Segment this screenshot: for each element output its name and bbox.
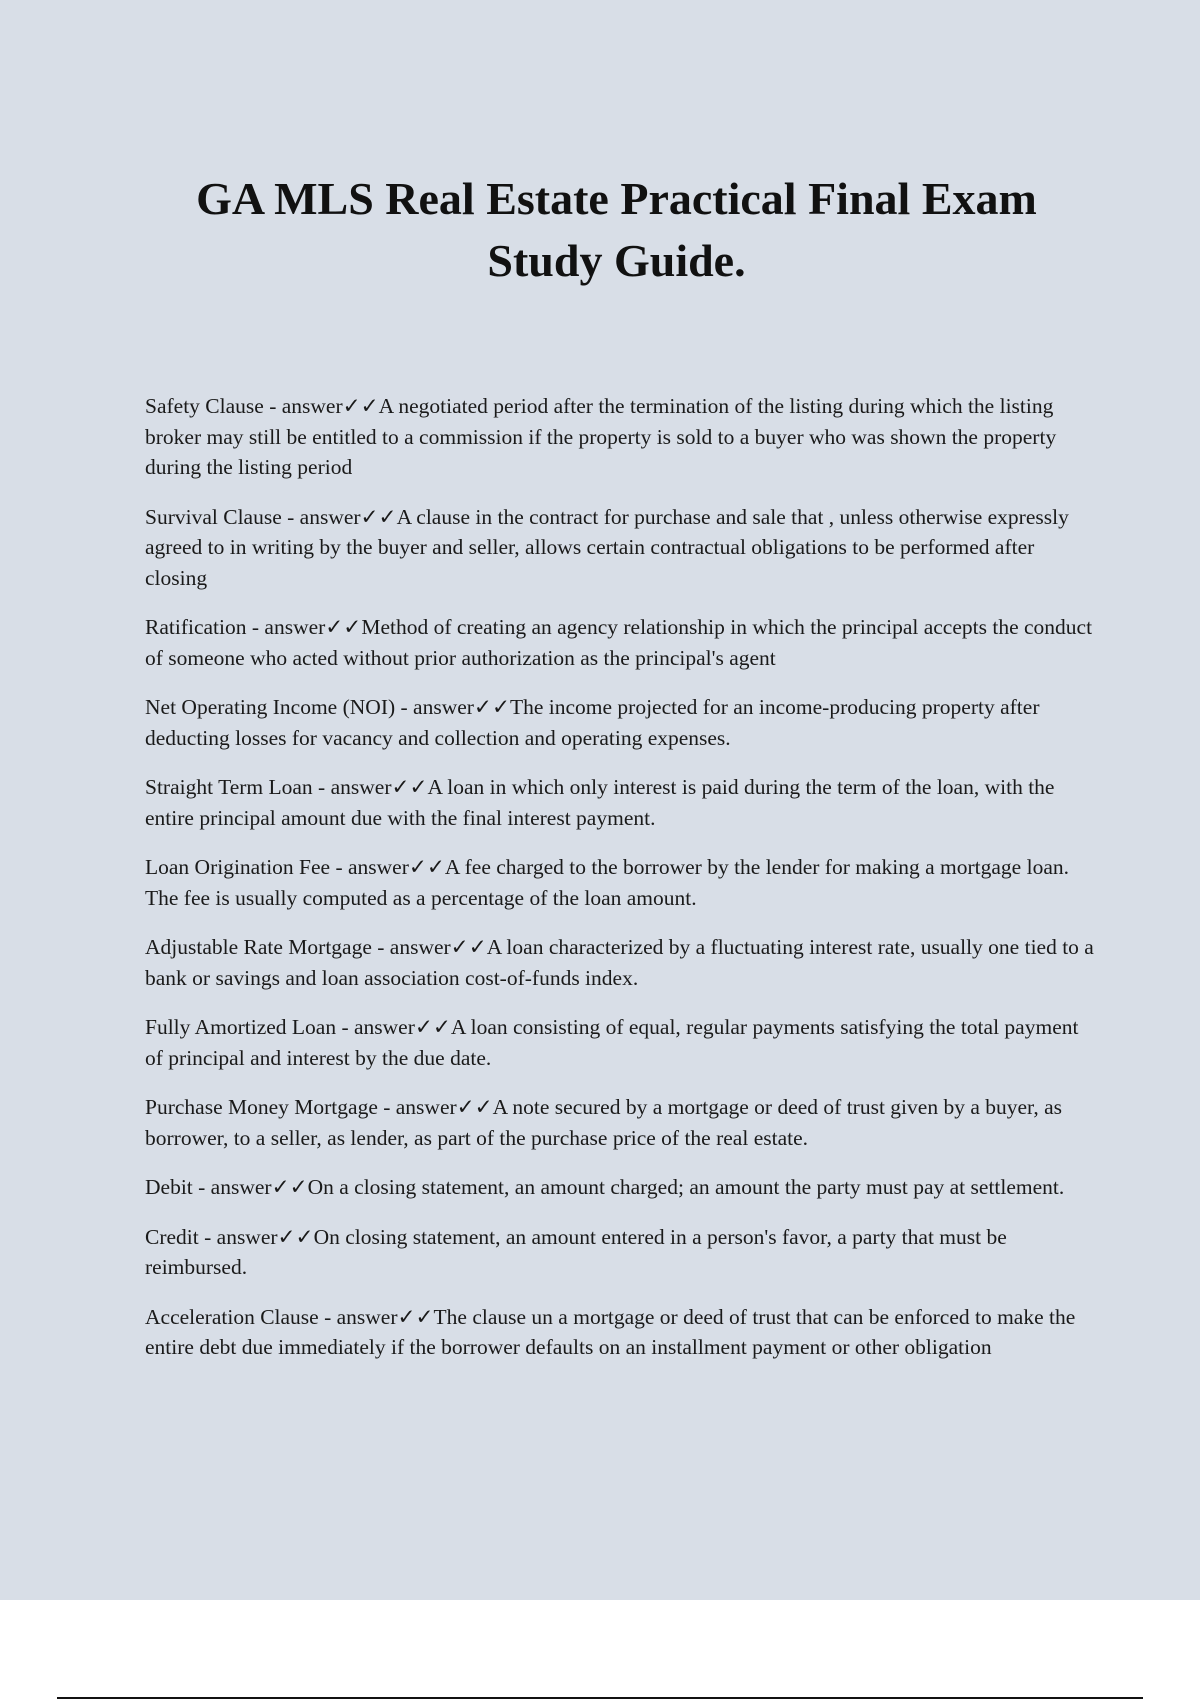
glossary-entry-ratification: Ratification - answer✓✓Method of creating an agency relationship in which the principal accepts the conduct of someone who acted without prior authorization as the principal's agent [145,615,1093,670]
glossary-entry-adjustable-rate-mortgage: Adjustable Rate Mortgage - answer✓✓A loan characterized by a fluctuating interest rate, usually one tied to a bank or savings and loan association cost-of-funds index. [145,935,1094,990]
page-title [120,168,1113,292]
glossary-entry-survival-clause: Survival Clause - answer✓✓A clause in the contract for purchase and sale that , unless otherwise expressly agreed to in writing by the buyer and seller, allows certain contractual obligations to be performed after closing [145,504,1069,590]
glossary-entry-purchase-money-mortgage: Purchase Money Mortgage - answer✓✓A note secured by a mortgage or deed of trust given by a buyer, as borrower, to a seller, as lender, as part of the purchase price of the real estate. [145,1095,1062,1150]
glossary-entry-debit: Debit - answer✓✓On a closing statement, an amount charged; an amount the party must pay at settlement. [145,1175,1065,1199]
title-line-1: GA MLS Real Estate Practical Final Exam [196,173,1037,224]
glossary-entry-safety-clause: Safety Clause - answer✓✓A negotiated period after the termination of the listing during which the listing broker may still be entitled to a commission if the property is sold to a buyer who was shown the property during the listing period [145,394,1057,479]
glossary-list [145,391,1095,1382]
title-line-2: Study Guide. [487,235,746,286]
glossary-entry-fully-amortized-loan: Fully Amortized Loan - answer✓✓A loan consisting of equal, regular payments satisfying the total payment of principal and interest by the due date. [145,1015,1079,1070]
footer-divider [57,1697,1143,1699]
glossary-entry-credit: Credit - answer✓✓On closing statement, an amount entered in a person's favor, a party that must be reimbursed. [145,1224,1007,1279]
glossary-entry-net-operating-income: Net Operating Income (NOI) - answer✓✓The income projected for an income-producing property after deducting losses for vacancy and collection and operating expenses. [145,695,1040,750]
glossary-entry-loan-origination-fee: Loan Origination Fee - answer✓✓A fee charged to the borrower by the lender for making a mortgage loan. The fee is usually computed as a percentage of the loan amount. [145,855,1069,910]
glossary-entry-straight-term-loan: Straight Term Loan - answer✓✓A loan in which only interest is paid during the term of the loan, with the entire principal amount due with the final interest payment. [145,775,1055,830]
glossary-entry-acceleration-clause: Acceleration Clause - answer✓✓The clause un a mortgage or deed of trust that can be enforced to make the entire debt due immediately if the borrower defaults on an installment payment or other obligation [145,1304,1076,1359]
